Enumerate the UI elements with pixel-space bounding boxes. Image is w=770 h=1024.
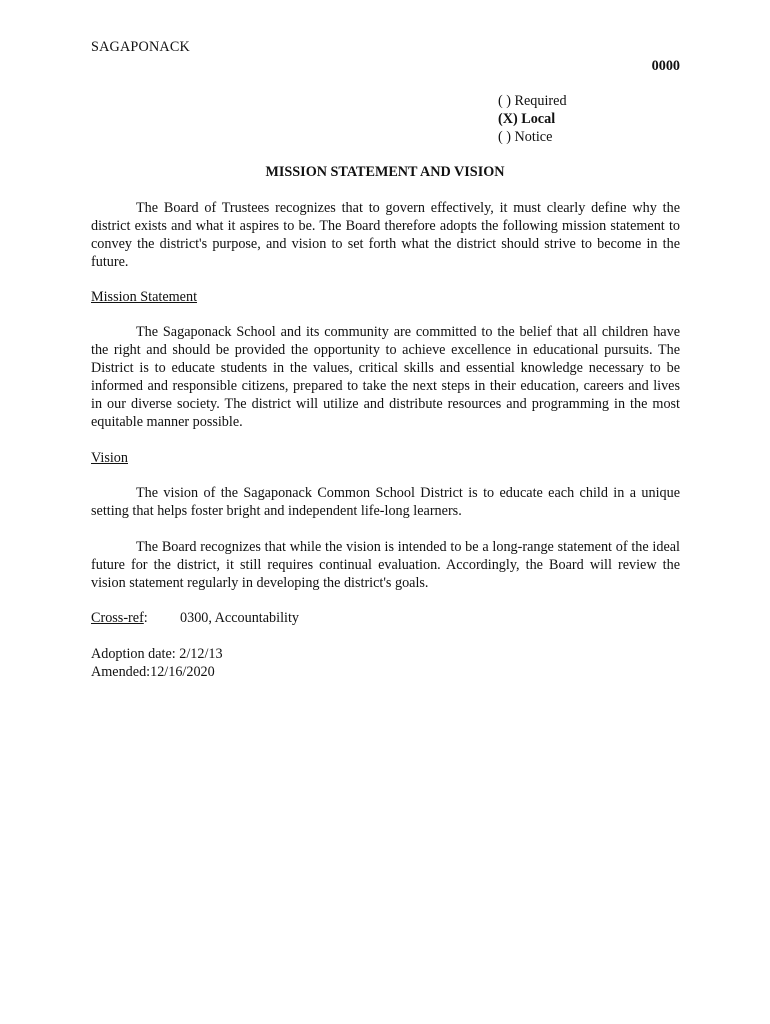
intro-paragraph: The Board of Trustees recognizes that to govern effectively, it must clearly define why the district exists and what it aspires to be. The Board therefore adopts the following mission statement to convey the district's purpose, and vision to set forth what the district should strive to become in the future. [91, 200, 680, 270]
crossref-value: 0300, Accountability [180, 610, 299, 626]
crossref-label: Cross-ref [91, 610, 144, 626]
mission-section [91, 323, 680, 431]
adoption-date: Adoption date: 2/12/13 [91, 646, 223, 662]
amended-date: Amended:12/16/2020 [91, 664, 215, 680]
district-name: SAGAPONACK [91, 39, 190, 55]
mission-heading-block [91, 288, 680, 306]
vision-heading-block [91, 449, 680, 467]
vision-review-section [91, 538, 680, 592]
vision-review-paragraph: The Board recognizes that while the vision is intended to be a long-range statement of the ideal future for the district, it still requires continual evaluation. Accordingly, the Board will review the vision statement regularly in developing the district's goals. [91, 539, 680, 591]
category-local: (X) Local [498, 111, 556, 127]
mission-paragraph: The Sagaponack School and its community are committed to the belief that all children have the right and should be provided the opportunity to achieve excellence in educational pursuits. The District is to educate students in the values, critical skills and essential knowledge necessary to be informed and responsible citizens, prepared to take the next steps in their education, careers and lives in our diverse society. The district will utilize and distribute resources and programming in the most equitable manner possible. [91, 324, 680, 430]
policy-dates [91, 645, 223, 681]
policy-number: 0000 [651, 58, 680, 74]
vision-paragraph: The vision of the Sagaponack Common School District is to educate each child in a unique setting that helps foster bright and independent life-long learners. [91, 485, 680, 519]
document-title: MISSION STATEMENT AND VISION [265, 164, 505, 180]
intro-section [91, 199, 680, 271]
cross-reference [91, 609, 299, 627]
vision-section [91, 484, 680, 520]
category-notice: ( ) Notice [498, 129, 553, 145]
mission-heading: Mission Statement [91, 289, 198, 305]
crossref-colon: : [143, 610, 148, 626]
policy-category-list [498, 92, 567, 146]
vision-heading: Vision [91, 450, 128, 466]
category-required: ( ) Required [498, 93, 567, 109]
